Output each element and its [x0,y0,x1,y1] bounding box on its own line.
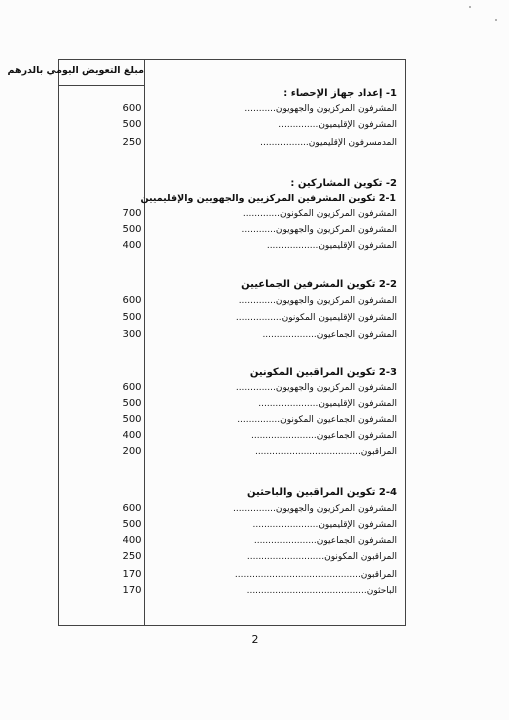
row-amount: 200 [122,446,142,457]
row-amount: 600 [122,295,142,306]
scan-speck [469,6,471,8]
row-label: المشرفون المركزيون المكونون............. [242,209,397,219]
row-label: المشرفون المركزيون والجهويون............. [238,296,397,306]
row-amount: 500 [122,119,142,130]
row-label: المشرفون المركزيون والجهويون........... [244,104,397,114]
row-amount: 170 [122,585,142,596]
row-label: المشرفون الإقليميون.................. [266,241,397,251]
row-amount: 500 [122,398,142,409]
row-amount: 500 [122,312,142,323]
row-amount: 500 [122,224,142,235]
row-label: المشرفون الجماعيون...................... [253,536,397,546]
row-label: المشرفون الإقليميون.............. [278,120,397,130]
row-amount: 400 [122,430,142,441]
row-label: المدمسرفون الإقليميون................. [260,138,397,148]
amount-column-header: مبلغ التعويض اليومي بالدرهم [7,65,144,76]
section-heading: 2-1 تكوين المشرفين المركزيين والجهويين والإقليميين [140,193,396,204]
row-label: المشرفون الإقليميون المكونون................ [235,313,397,323]
page-number: 2 [251,633,259,646]
row-amount: 500 [122,414,142,425]
row-amount: 500 [122,519,142,530]
row-label: المشرفون الإقليميون....................... [252,520,397,530]
row-label: المشرفون الجماعيون....................... [250,431,397,441]
row-label: المراقبون..................................... [254,447,397,457]
row-label: المشرفون الجماعيون المكونون............... [237,415,397,425]
row-label: المشرفون المركزيون والجهويون............... [232,504,397,514]
row-label: المشرفون الإقليميون..................... [258,399,397,409]
row-amount: 400 [122,240,142,251]
row-label: المشرفون المركزيون والجهويون.............. [235,383,397,393]
scan-speck [495,19,497,21]
row-amount: 600 [122,103,142,114]
section-heading: 2- تكوين المشاركين : [290,178,397,189]
row-label: المراقبون المكونون........................... [246,552,397,562]
header-divider [58,85,145,86]
row-amount: 600 [122,382,142,393]
row-label: الباحثون.......................................... [246,586,397,596]
section-heading: 1- إعداد جهاز الإحصاء : [283,88,397,99]
row-amount: 250 [122,551,142,562]
row-amount: 250 [122,137,142,148]
row-amount: 170 [122,569,142,580]
row-label: المشرفون المركزيون والجهويون............ [241,225,397,235]
row-label: المراقبون............................................ [234,570,397,580]
section-heading: 2-4 تكوين المراقبين والباحثين [247,487,397,498]
row-amount: 600 [122,503,142,514]
row-label: المشرفون الجماعيون................... [262,330,397,340]
section-heading: 2-2 تكوين المشرفين الجماعيين [241,279,397,290]
row-amount: 400 [122,535,142,546]
section-heading: 2-3 تكوين المراقبين المكونين [249,367,397,378]
row-amount: 700 [122,208,142,219]
row-amount: 300 [122,329,142,340]
